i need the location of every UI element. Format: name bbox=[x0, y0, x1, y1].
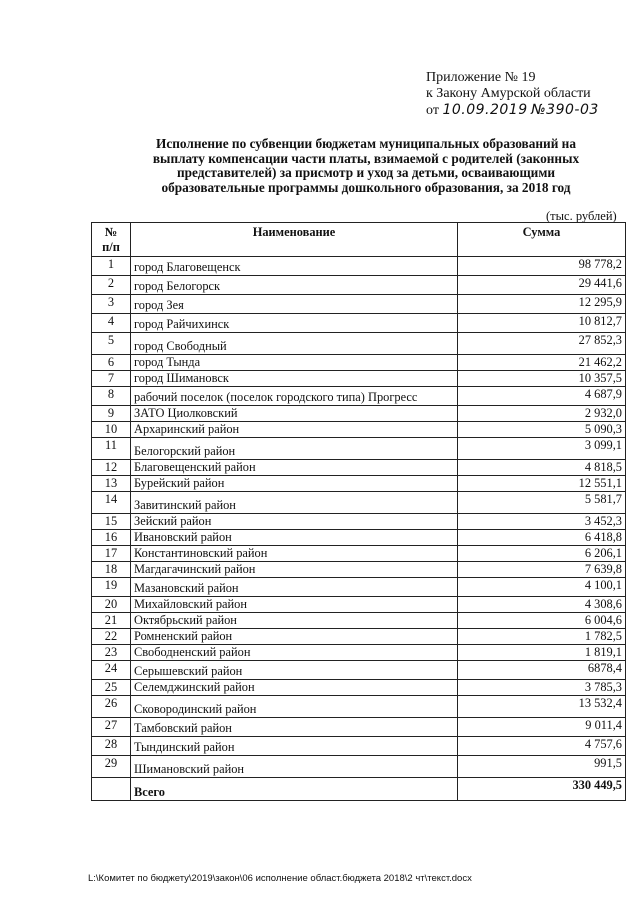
row-name: Михайловский район bbox=[131, 597, 458, 613]
table-row bbox=[92, 696, 626, 718]
table-row bbox=[92, 737, 626, 756]
row-name: Архаринский район bbox=[131, 422, 458, 438]
title-line-4: образовательные программы дошкольного образования, за 2018 год bbox=[161, 179, 571, 195]
row-sum: 4 308,6 bbox=[458, 597, 626, 613]
row-name: Ивановский район bbox=[131, 530, 458, 546]
row-name: Благовещенский район bbox=[131, 460, 458, 476]
row-name: город Зея bbox=[131, 295, 458, 314]
row-sum: 2 932,0 bbox=[458, 406, 626, 422]
header-num: № п/п bbox=[92, 223, 131, 257]
title-line-1: Исполнение по субвенции бюджетам муниципальных образований на bbox=[155, 136, 576, 151]
row-number: 1 bbox=[92, 257, 131, 276]
table-row bbox=[92, 406, 626, 422]
appendix-law-ref: к Закону Амурской области bbox=[426, 86, 591, 101]
row-sum: 3 452,3 bbox=[458, 514, 626, 530]
row-sum: 5 090,3 bbox=[458, 422, 626, 438]
row-number: 2 bbox=[92, 276, 131, 295]
title-line-3: представителей) за присмотр и уход за детьми, осваивающими bbox=[176, 165, 556, 180]
table-row bbox=[92, 629, 626, 645]
row-number: 5 bbox=[92, 333, 131, 355]
row-sum: 4 687,9 bbox=[458, 387, 626, 406]
table-row bbox=[92, 492, 626, 514]
row-sum: 10 812,7 bbox=[458, 314, 626, 333]
row-name: Завитинский район bbox=[131, 492, 458, 514]
table-row bbox=[92, 438, 626, 460]
row-name: рабочий поселок (поселок городского типа) Прогресс bbox=[131, 387, 458, 406]
row-sum: 4 818,5 bbox=[458, 460, 626, 476]
row-number: 24 bbox=[92, 661, 131, 680]
row-number: 13 bbox=[92, 476, 131, 492]
row-number: 22 bbox=[92, 629, 131, 645]
table-row bbox=[92, 371, 626, 387]
file-path-footer: L:\Комитет по бюджету\2019\закон\06 исполнение област.бюджета 2018\2 чт\текст.docx bbox=[88, 873, 472, 884]
row-number: 26 bbox=[92, 696, 131, 718]
row-sum: 4 100,1 bbox=[458, 578, 626, 597]
table-row bbox=[92, 546, 626, 562]
row-sum: 29 441,6 bbox=[458, 276, 626, 295]
table-row bbox=[92, 314, 626, 333]
table-row bbox=[92, 718, 626, 737]
row-sum: 12 551,1 bbox=[458, 476, 626, 492]
row-name: город Свободный bbox=[131, 333, 458, 355]
row-number: 19 bbox=[92, 578, 131, 597]
table-row bbox=[92, 460, 626, 476]
row-number: 3 bbox=[92, 295, 131, 314]
total-row bbox=[92, 778, 626, 801]
title-line-2: выплату компенсации части платы, взимаемой с родителей (законных bbox=[152, 150, 580, 166]
row-sum: 1 782,5 bbox=[458, 629, 626, 645]
row-number: 18 bbox=[92, 562, 131, 578]
row-name: город Благовещенск bbox=[131, 257, 458, 276]
row-sum: 6878,4 bbox=[458, 661, 626, 680]
row-name: Магдагачинский район bbox=[131, 562, 458, 578]
row-sum: 27 852,3 bbox=[458, 333, 626, 355]
handwritten-number: №390-03 bbox=[531, 102, 599, 118]
row-number: 7 bbox=[92, 371, 131, 387]
appendix-block bbox=[426, 70, 599, 119]
document-title bbox=[96, 137, 636, 195]
row-sum: 3 785,3 bbox=[458, 680, 626, 696]
handwritten-date: 10.09.2019 bbox=[442, 102, 528, 118]
row-name: ЗАТО Циолковский bbox=[131, 406, 458, 422]
row-name: Октябрьский район bbox=[131, 613, 458, 629]
row-name: Ромненский район bbox=[131, 629, 458, 645]
table-row bbox=[92, 387, 626, 406]
header-name: Наименование bbox=[131, 223, 458, 257]
row-name: Белогорский район bbox=[131, 438, 458, 460]
row-sum: 991,5 bbox=[458, 756, 626, 778]
table-body bbox=[92, 257, 626, 801]
table-row bbox=[92, 680, 626, 696]
row-sum: 3 099,1 bbox=[458, 438, 626, 460]
table-row bbox=[92, 645, 626, 661]
row-name: Зейский район bbox=[131, 514, 458, 530]
table-row bbox=[92, 476, 626, 492]
row-sum: 9 011,4 bbox=[458, 718, 626, 737]
row-number: 6 bbox=[92, 355, 131, 371]
table-row bbox=[92, 257, 626, 276]
table-row bbox=[92, 276, 626, 295]
row-sum: 7 639,8 bbox=[458, 562, 626, 578]
header-sum: Сумма bbox=[458, 223, 626, 257]
total-label: Всего bbox=[131, 778, 458, 801]
row-name: город Райчихинск bbox=[131, 314, 458, 333]
row-sum: 1 819,1 bbox=[458, 645, 626, 661]
row-name: Сковородинский район bbox=[131, 696, 458, 718]
row-name: Тындинский район bbox=[131, 737, 458, 756]
row-name: город Белогорск bbox=[131, 276, 458, 295]
row-number: 16 bbox=[92, 530, 131, 546]
units-label: (тыс. рублей) bbox=[546, 209, 617, 223]
row-number: 15 bbox=[92, 514, 131, 530]
table-row bbox=[92, 355, 626, 371]
row-sum: 5 581,7 bbox=[458, 492, 626, 514]
table-row bbox=[92, 562, 626, 578]
row-name: Тамбовский район bbox=[131, 718, 458, 737]
row-name: Свободненский район bbox=[131, 645, 458, 661]
row-name: Бурейский район bbox=[131, 476, 458, 492]
row-name: Константиновский район bbox=[131, 546, 458, 562]
row-number: 27 bbox=[92, 718, 131, 737]
appendix-from-prefix: от bbox=[426, 103, 439, 118]
row-name: город Тында bbox=[131, 355, 458, 371]
table-header-row bbox=[92, 223, 626, 257]
row-number: 17 bbox=[92, 546, 131, 562]
table-row bbox=[92, 756, 626, 778]
row-sum: 10 357,5 bbox=[458, 371, 626, 387]
subvention-table bbox=[91, 222, 626, 801]
table-row bbox=[92, 530, 626, 546]
row-name: Мазановский район bbox=[131, 578, 458, 597]
table-row bbox=[92, 578, 626, 597]
row-sum: 12 295,9 bbox=[458, 295, 626, 314]
row-sum: 6 206,1 bbox=[458, 546, 626, 562]
table-row bbox=[92, 597, 626, 613]
table-row bbox=[92, 613, 626, 629]
appendix-date-line bbox=[426, 102, 599, 119]
row-sum: 4 757,6 bbox=[458, 737, 626, 756]
row-number: 11 bbox=[92, 438, 131, 460]
total-num-cell bbox=[92, 778, 131, 801]
row-number: 8 bbox=[92, 387, 131, 406]
row-number: 12 bbox=[92, 460, 131, 476]
row-number: 4 bbox=[92, 314, 131, 333]
row-sum: 98 778,2 bbox=[458, 257, 626, 276]
row-name: Серышевский район bbox=[131, 661, 458, 680]
row-sum: 6 004,6 bbox=[458, 613, 626, 629]
total-sum: 330 449,5 bbox=[458, 778, 626, 801]
row-number: 25 bbox=[92, 680, 131, 696]
row-name: город Шимановск bbox=[131, 371, 458, 387]
row-name: Шимановский район bbox=[131, 756, 458, 778]
row-sum: 13 532,4 bbox=[458, 696, 626, 718]
table-row bbox=[92, 333, 626, 355]
row-number: 20 bbox=[92, 597, 131, 613]
row-name: Селемджинский район bbox=[131, 680, 458, 696]
row-number: 23 bbox=[92, 645, 131, 661]
table-row bbox=[92, 661, 626, 680]
row-number: 21 bbox=[92, 613, 131, 629]
table-row bbox=[92, 514, 626, 530]
table-row bbox=[92, 422, 626, 438]
row-number: 28 bbox=[92, 737, 131, 756]
row-sum: 6 418,8 bbox=[458, 530, 626, 546]
row-sum: 21 462,2 bbox=[458, 355, 626, 371]
table-row bbox=[92, 295, 626, 314]
appendix-number: Приложение № 19 bbox=[426, 70, 536, 85]
row-number: 14 bbox=[92, 492, 131, 514]
row-number: 10 bbox=[92, 422, 131, 438]
row-number: 29 bbox=[92, 756, 131, 778]
row-number: 9 bbox=[92, 406, 131, 422]
